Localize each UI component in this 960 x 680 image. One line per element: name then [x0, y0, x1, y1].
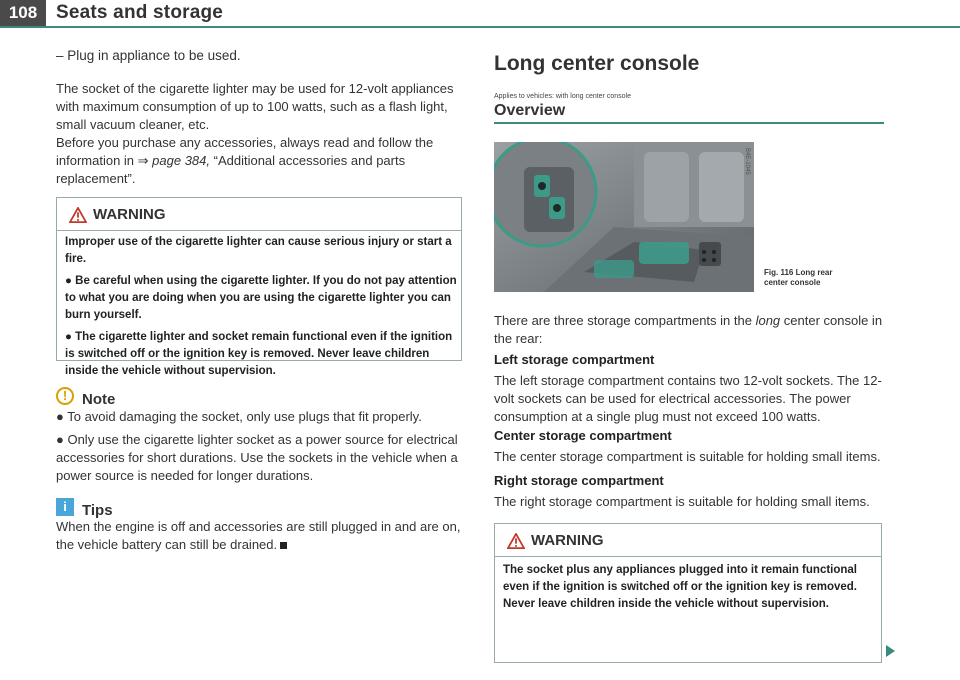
center-compartment-heading: Center storage compartment — [494, 428, 672, 443]
console-intro — [494, 312, 884, 348]
accessories-text-a: Before you purchase any accessories, always read and follow the information in ⇒ — [56, 135, 434, 168]
page-link[interactable]: page 384, — [152, 153, 210, 168]
left-compartment-heading: Left storage compartment — [494, 352, 655, 367]
tips-text — [56, 518, 462, 554]
console-warning-body — [503, 562, 875, 613]
section-title: Seats and storage — [56, 2, 224, 23]
accessories-paragraph — [56, 134, 456, 188]
overview-rule — [494, 122, 884, 124]
accessories-text-b: “Additional accessories and parts replacement”. — [56, 153, 406, 186]
info-icon: i — [56, 498, 74, 516]
page-number: 108 — [0, 0, 46, 26]
step-text: – Plug in appliance to be used. — [56, 48, 241, 63]
right-compartment-heading: Right storage compartment — [494, 473, 664, 488]
warning-box — [56, 197, 462, 377]
figure-caption-line-1: Fig. 116 Long rear — [764, 268, 833, 277]
tips-title: Tips — [82, 502, 113, 519]
applies-note: Applies to vehicles: with long center console — [494, 93, 631, 100]
header-rule — [0, 26, 960, 28]
note-bullet-2: ● Only use the cigarette lighter socket as a power source for electrical accessories for short durations. Use the sockets in the vehicle when a power source is needed for longer durations. — [56, 432, 458, 483]
warning-bullet-2: ● The cigarette lighter and socket remain functional even if the ignition is switched off or the ignition key is removed. Never leave children inside the vehicle without supervision. — [65, 331, 453, 377]
tips-heading — [56, 494, 113, 519]
console-warning-text: The socket plus any appliances plugged into it remain functional even if the ignition is switched off or the ignition key is removed. Never leave children inside the vehicle without supervision. — [503, 564, 858, 610]
warning-triangle-icon — [507, 533, 525, 549]
figure-caption — [764, 268, 832, 288]
lighter-paragraph: The socket of the cigarette lighter may be used for 12-volt appliances with maximum consumption of up to 100 watts, such as a flash light, small vacuum cleaner, etc. — [56, 81, 454, 132]
note-bullet-1: ● To avoid damaging the socket, only use plugs that fit properly. — [56, 409, 422, 424]
intro-text-b: center console in the rear: — [494, 313, 883, 346]
overview-heading: Overview — [494, 102, 566, 119]
note-heading — [56, 383, 115, 408]
left-compartment-text: The left storage compartment contains two 12-volt sockets. The 12-volt sockets can be used for electrical accessories. The power consumption at a single plug must not exceed 100 watts. — [494, 373, 882, 424]
intro-text-a: There are three storage compartments in the — [494, 313, 756, 328]
console-warning-divider — [495, 556, 881, 557]
continue-arrow-icon — [886, 645, 895, 657]
console-warning-title: WARNING — [531, 532, 604, 549]
right-compartment-text: The right storage compartment is suitable for holding small items. — [494, 494, 870, 509]
console-photo — [494, 142, 754, 292]
warning-lead: Improper use of the cigarette lighter can cause serious injury or start a fire. — [65, 236, 452, 265]
warning-bullet-1: ● Be careful when using the cigarette lighter. If you do not pay attention to what you are doing when you are using the cigarette lighter you can burn yourself. — [65, 275, 457, 321]
console-title: Long center console — [494, 52, 700, 75]
console-warning-box — [494, 523, 882, 663]
note-title: Note — [82, 391, 116, 408]
intro-emphasis: long — [755, 313, 781, 328]
tips-body: When the engine is off and accessories are still plugged in and are on, the vehicle battery can still be drained. — [56, 519, 461, 552]
warning-triangle-icon — [69, 207, 87, 223]
warning-divider — [57, 230, 461, 231]
warning-bullet-1-text: Be careful when using the cigarette lighter. If you do not pay attention to what you are doing when you are using the cigarette lighter you can burn yourself. — [65, 275, 457, 321]
note-bullet-2-text: Only use the cigarette lighter socket as a power source for electrical accessories for short durations. Use the sockets in the vehicle when a power source is needed for longer durations. — [56, 432, 458, 483]
note-icon: ! — [56, 387, 74, 405]
figure-caption-line-2: center console — [764, 278, 821, 287]
end-marker-icon — [280, 542, 287, 549]
warning-heading — [69, 206, 166, 223]
warning-title: WARNING — [93, 206, 166, 223]
figure-code: B4E-1045 — [744, 148, 750, 175]
console-warning-heading — [507, 532, 604, 549]
note-bullet-1-text: To avoid damaging the socket, only use plugs that fit properly. — [67, 409, 422, 424]
warning-bullet-2-text: The cigarette lighter and socket remain functional even if the ignition is switched off or the ignition key is removed. Never leave children inside the vehicle without supervision. — [65, 331, 453, 377]
warning-body — [65, 234, 457, 380]
center-compartment-text: The center storage compartment is suitable for holding small items. — [494, 449, 881, 464]
console-illustration — [494, 142, 754, 292]
